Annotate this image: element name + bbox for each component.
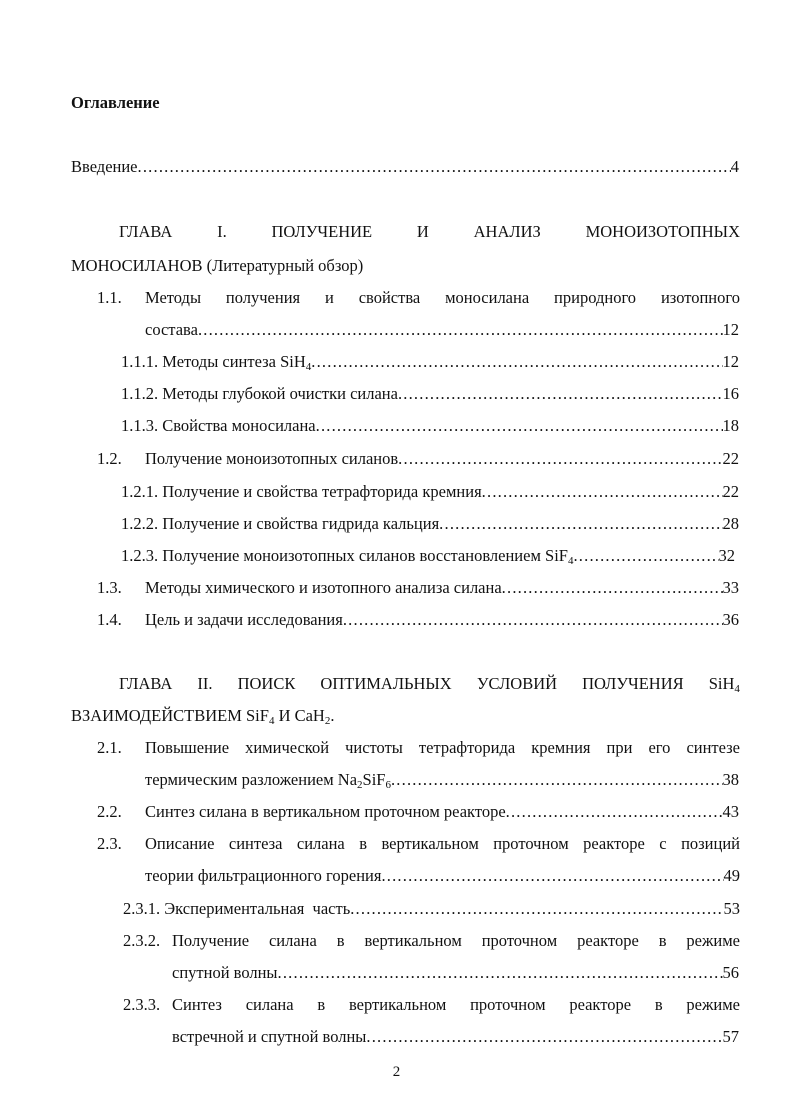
heading-word: SiH xyxy=(708,674,735,693)
toc-entry-2-3-3[interactable] xyxy=(172,995,740,1015)
entry-word: синтеза xyxy=(228,834,283,853)
toc-entry-1-2-2[interactable] xyxy=(121,514,739,534)
toc-page: 22 xyxy=(722,449,739,468)
dot-leader xyxy=(138,157,731,177)
heading-word: ГЛАВА xyxy=(119,674,173,693)
dot-leader xyxy=(502,578,723,598)
chapter-1-heading-cont: МОНОСИЛАНОВ (Литературный обзор) xyxy=(71,256,364,275)
entry-word: позиций xyxy=(681,834,740,853)
entry-word: вертикальном xyxy=(364,931,462,950)
subscript: 4 xyxy=(567,555,574,567)
dot-leader xyxy=(391,770,723,790)
entry-word: силана xyxy=(245,995,294,1014)
toc-label: Получение моноизотопных силанов xyxy=(145,449,399,468)
toc-label: Экспериментальная часть xyxy=(164,899,351,918)
entry-word: Методы xyxy=(145,288,202,307)
entry-word: вертикальном xyxy=(381,834,479,853)
entry-word: проточном xyxy=(470,995,546,1014)
toc-page: 28 xyxy=(722,514,739,533)
heading-word: ОПТИМАЛЬНЫХ xyxy=(320,674,452,693)
dot-leader xyxy=(398,449,722,469)
dot-leader xyxy=(439,514,722,534)
toc-label: Получение и свойства гидрида кальция xyxy=(162,514,440,533)
entry-word: изотопного xyxy=(660,288,740,307)
toc-label: встречной и спутной волны xyxy=(172,1027,367,1046)
entry-word: реакторе xyxy=(583,834,645,853)
toc-label: Получение и свойства тетрафторида кремния xyxy=(162,482,482,501)
entry-word: режиме xyxy=(686,931,740,950)
page-title: Оглавление xyxy=(71,93,160,112)
entry-word: синтезе xyxy=(686,738,740,757)
dot-leader xyxy=(381,866,723,886)
entry-word: в xyxy=(336,931,345,950)
dot-leader xyxy=(343,610,723,630)
toc-num: 1.2.1. xyxy=(121,482,159,501)
toc-page: 36 xyxy=(722,610,739,629)
toc-num: 1.1. xyxy=(97,288,122,307)
toc-entry-1-1[interactable] xyxy=(145,288,740,308)
toc-num: 2.1. xyxy=(97,738,122,757)
toc-entry-2-3-3-cont[interactable] xyxy=(172,1027,739,1047)
heading-word: ГЛАВА xyxy=(119,222,173,241)
entry-word: Получение xyxy=(172,931,250,950)
toc-num: 1.1.1. xyxy=(121,352,159,371)
heading-text: ВЗАИМОДЕЙСТВИЕМ SiF xyxy=(71,706,269,725)
entry-word: силана xyxy=(296,834,345,853)
toc-page: 16 xyxy=(722,384,739,403)
dot-leader xyxy=(311,352,722,372)
entry-word: силана xyxy=(268,931,317,950)
toc-label: Цель и задачи исследования xyxy=(145,610,343,629)
toc-entry-2-1-cont[interactable] xyxy=(145,770,739,790)
toc-entry-1-4[interactable] xyxy=(145,610,739,630)
dot-leader xyxy=(573,546,718,566)
toc-num: 2.2. xyxy=(97,802,122,821)
heading-text: . xyxy=(330,706,335,725)
heading-word: II. xyxy=(197,674,213,693)
entry-word: с xyxy=(659,834,667,853)
subscript: 6 xyxy=(385,779,391,791)
heading-word: ПОИСК xyxy=(237,674,296,693)
toc-num: 1.2.3. xyxy=(121,546,159,565)
toc-page: 57 xyxy=(722,1027,739,1046)
toc-entry-2-3-2-cont[interactable] xyxy=(172,963,739,983)
dot-leader xyxy=(482,482,723,502)
toc-entry-1-3[interactable] xyxy=(145,578,739,598)
entry-word: его xyxy=(648,738,671,757)
entry-word: режиме xyxy=(686,995,740,1014)
toc-page: 38 xyxy=(722,770,739,789)
toc-entry-2-2[interactable] xyxy=(145,802,739,822)
dot-leader xyxy=(278,963,723,983)
toc-page: 33 xyxy=(722,578,739,597)
subscript: 2 xyxy=(324,715,331,727)
entry-word: природного xyxy=(554,288,637,307)
entry-word: в xyxy=(317,995,326,1014)
dot-leader xyxy=(506,802,723,822)
subscript: 4 xyxy=(305,361,312,373)
entry-word: кремния xyxy=(531,738,591,757)
toc-entry-2-3-cont[interactable] xyxy=(145,866,740,886)
toc-entry-1-2-1[interactable] xyxy=(121,482,739,502)
toc-label: Методы химического и изотопного анализа силана xyxy=(145,578,502,597)
toc-entry-1-2-3[interactable] xyxy=(121,546,735,566)
entry-word: Повышение xyxy=(145,738,230,757)
toc-page: 4 xyxy=(730,157,739,176)
dot-leader xyxy=(198,320,723,340)
toc-entry-2-3-2[interactable] xyxy=(172,931,740,951)
toc-entry-1-2[interactable] xyxy=(145,449,739,469)
toc-page: 56 xyxy=(722,963,739,982)
toc-num: 2.3.1. xyxy=(123,899,161,918)
toc-num: 2.3.3. xyxy=(123,995,161,1014)
entry-word: проточном xyxy=(481,931,558,950)
toc-label: термическим разложением Na xyxy=(145,770,358,789)
subscript: 2 xyxy=(357,779,363,791)
entry-word: тетрафторида xyxy=(418,738,516,757)
toc-entry-2-3[interactable] xyxy=(145,834,740,854)
entry-word: реакторе xyxy=(577,931,639,950)
toc-page: 18 xyxy=(722,416,739,435)
entry-word: моносилана xyxy=(445,288,530,307)
heading-word: I. xyxy=(217,222,227,241)
toc-num: 1.3. xyxy=(97,578,122,597)
toc-entry-1-1-1[interactable] xyxy=(121,352,739,372)
toc-label: состава xyxy=(145,320,198,339)
toc-label: Получение моноизотопных силанов восстановлением SiF xyxy=(162,546,568,565)
dot-leader xyxy=(398,384,723,404)
toc-num: 1.2. xyxy=(97,449,122,468)
toc-page: 22 xyxy=(722,482,739,501)
entry-word: химической xyxy=(245,738,330,757)
heading-word: УСЛОВИЙ xyxy=(476,674,558,693)
toc-label: Свойства моносилана xyxy=(162,416,316,435)
toc-page: 53 xyxy=(723,899,740,918)
entry-word: Синтез xyxy=(172,995,222,1014)
subscript: 4 xyxy=(734,683,740,695)
toc-page: 49 xyxy=(723,866,740,885)
dot-leader xyxy=(350,899,723,919)
toc-label: Методы глубокой очистки силана xyxy=(162,384,398,403)
chapter-2-heading[interactable] xyxy=(119,674,740,694)
entry-word: в xyxy=(359,834,368,853)
toc-page: 12 xyxy=(722,320,739,339)
heading-word: МОНОИЗОТОПНЫХ xyxy=(585,222,740,241)
toc-label: SiF xyxy=(362,770,386,789)
heading-word: И xyxy=(416,222,429,241)
toc-entry-2-1[interactable] xyxy=(145,738,740,758)
toc-entry-intro[interactable] xyxy=(71,157,739,177)
toc-label: Введение xyxy=(71,157,138,176)
toc-page: 12 xyxy=(722,352,739,371)
heading-text: И CaH xyxy=(274,706,325,725)
entry-word: свойства xyxy=(358,288,421,307)
toc-entry-1-1-3[interactable] xyxy=(121,416,739,436)
toc-entry-1-1-cont[interactable] xyxy=(145,320,739,340)
toc-label: спутной волны xyxy=(172,963,278,982)
entry-word: вертикальном xyxy=(348,995,447,1014)
toc-num: 2.3. xyxy=(97,834,122,853)
subscript: 4 xyxy=(268,715,275,727)
toc-num: 1.2.2. xyxy=(121,514,159,533)
page-number: 2 xyxy=(392,1064,401,1080)
entry-word: чистоты xyxy=(345,738,403,757)
toc-entry-1-1-2[interactable] xyxy=(121,384,739,404)
entry-word: в xyxy=(654,995,663,1014)
dot-leader xyxy=(366,1027,722,1047)
entry-word: Описание xyxy=(145,834,215,853)
entry-word: в xyxy=(658,931,667,950)
entry-word: при xyxy=(606,738,633,757)
toc-page: 43 xyxy=(722,802,739,821)
heading-word: ПОЛУЧЕНИЯ xyxy=(582,674,684,693)
toc-entry-2-3-1[interactable] xyxy=(123,899,740,919)
toc-num: 1.4. xyxy=(97,610,122,629)
toc-page: 32 xyxy=(718,546,735,565)
heading-word: АНАЛИЗ xyxy=(473,222,541,241)
entry-word: реакторе xyxy=(569,995,632,1014)
toc-label: Синтез силана в вертикальном проточном реакторе xyxy=(145,802,506,821)
toc-label: теории фильтрационного горения xyxy=(145,866,382,885)
heading-word: ПОЛУЧЕНИЕ xyxy=(271,222,373,241)
entry-word: и xyxy=(325,288,334,307)
dot-leader xyxy=(316,416,723,436)
toc-label: Методы синтеза SiH xyxy=(162,352,306,371)
toc-num: 1.1.2. xyxy=(121,384,159,403)
entry-word: получения xyxy=(225,288,301,307)
chapter-1-heading[interactable] xyxy=(119,222,740,242)
chapter-2-heading-cont xyxy=(71,706,334,726)
toc-num: 2.3.2. xyxy=(123,931,161,950)
toc-num: 1.1.3. xyxy=(121,416,159,435)
entry-word: проточном xyxy=(493,834,569,853)
